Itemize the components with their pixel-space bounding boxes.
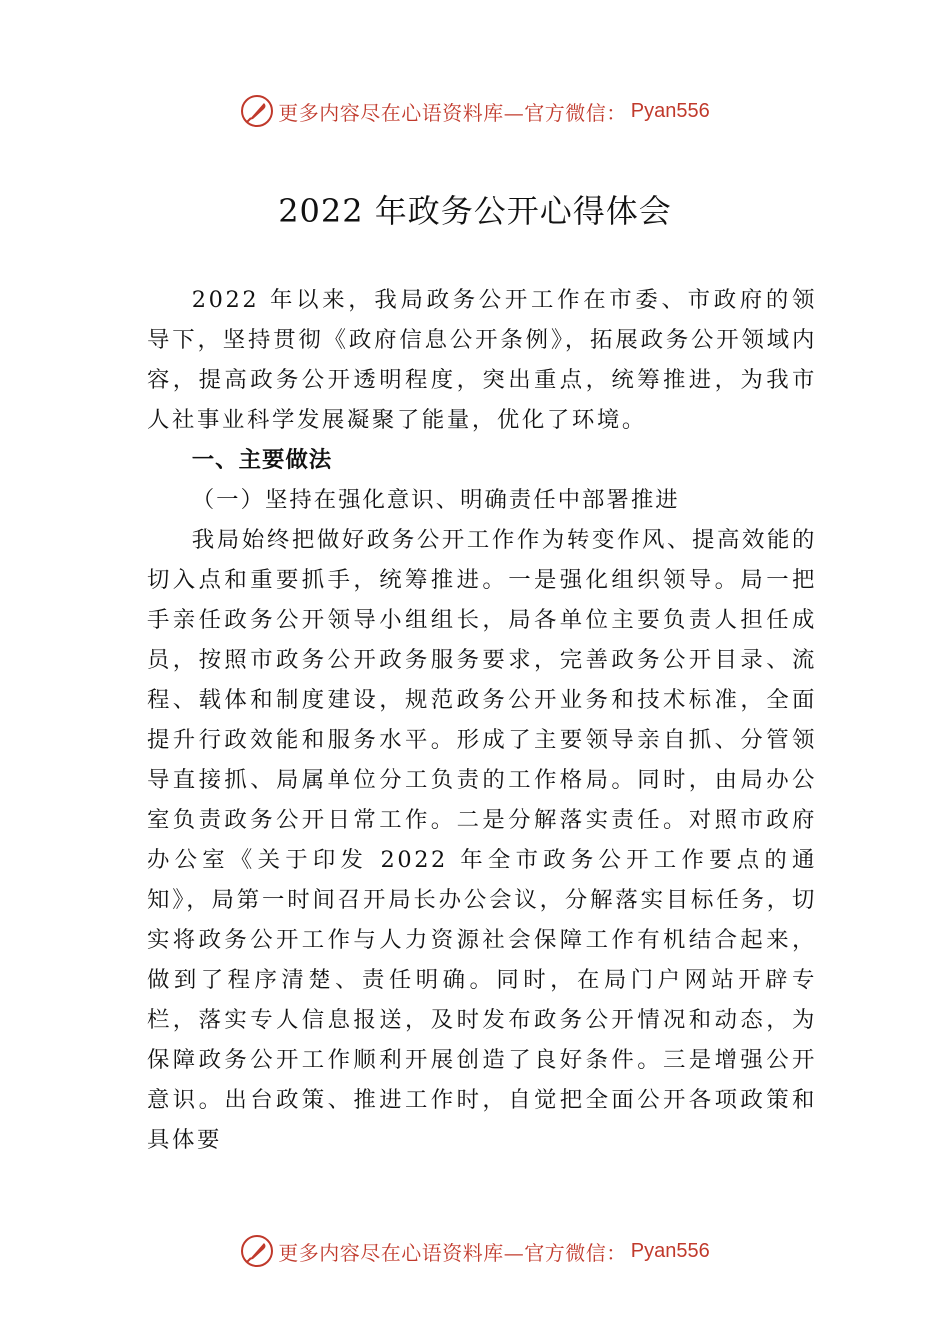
quill-pen-icon <box>240 1234 274 1268</box>
body-paragraph: 我局始终把做好政务公开工作作为转变作风、提高效能的切入点和重要抓手，统筹推进。一是强化组织领导。局一把手亲任政务公开领导小组组长，局各单位主要负责人担任成员，按照市政务公开政务服务要求，完善政务公开目录、流程、载体和制度建设，规范政务公开业务和技术标准，全面提升行政效能和服务水平。形成了主要领导亲自抓、分管领导直接抓、局属单位分工负责的工作格局。同时，由局办公室负责政务公开日常工作。二是分解落实责任。对照市政府办公室《关于印发 2022 年全市政务公开工作要点的通知》，局第一时间召开局长办公会议，分解落实目标任务，切实将政务公开工作与人力资源社会保障工作有机结合起来，做到了程序清楚、责任明确。同时，在局门户网站开辟专栏，落实专人信息报送，及时发布政务公开情况和动态，为保障政务公开工作顺利开展创造了良好条件。三是增强公开意识。出台政策、推进工作时，自觉把全面公开各项政策和具体要 <box>147 527 817 1153</box>
intro-paragraph: 2022 年以来，我局政务公开工作在市委、市政府的领导下，坚持贯彻《政府信息公开条例》，拓展政务公开领域内容，提高政务公开透明程度，突出重点，统筹推进，为我市人社事业科学发展凝聚了能量，优化了环境。 <box>147 287 817 433</box>
document-title: 2022 年政务公开心得体会 <box>278 192 672 230</box>
section-heading: 一、主要做法 <box>191 447 333 473</box>
watermark-wechat-id: Pyan556 <box>630 99 710 122</box>
watermark-wechat-id: Pyan556 <box>630 1239 710 1262</box>
subsection-heading: （一）坚持在强化意识、明确责任中部署推进 <box>191 487 680 513</box>
watermark-header <box>0 94 950 128</box>
watermark-footer <box>0 1234 950 1268</box>
document-body <box>147 280 817 1160</box>
watermark-text: 更多内容尽在心语资料库—官方微信： <box>278 1240 627 1265</box>
watermark-text: 更多内容尽在心语资料库—官方微信： <box>278 100 627 125</box>
quill-pen-icon <box>240 94 274 128</box>
